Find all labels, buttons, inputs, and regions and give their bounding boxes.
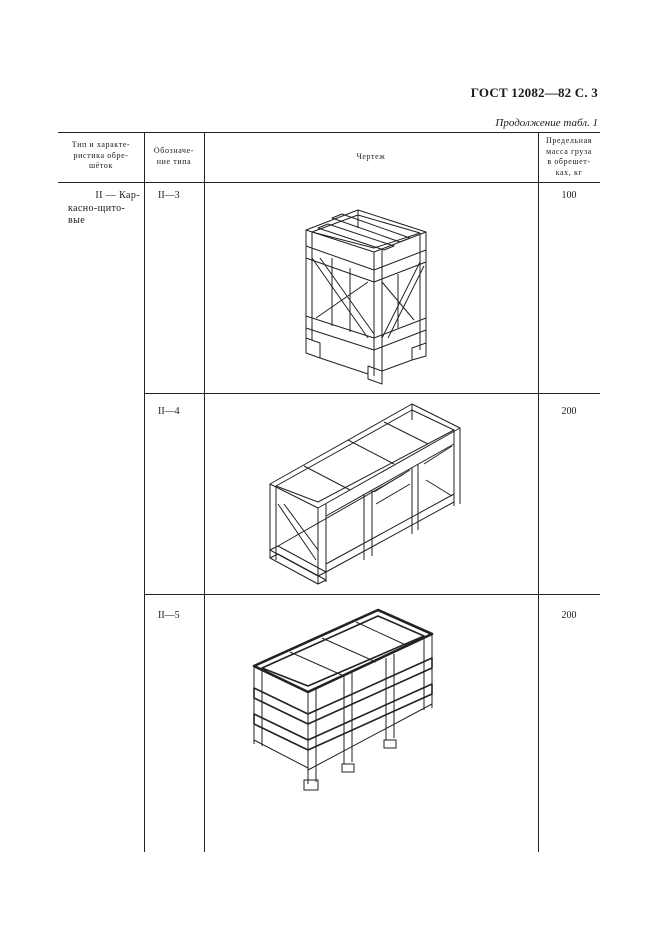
long-double-frame-crate-icon: [246, 604, 442, 794]
header-mass-line: ках, кг: [555, 167, 583, 177]
row-divider: [144, 594, 600, 595]
column-divider: [144, 132, 145, 852]
header-designation-line: Обозначе-: [153, 146, 195, 155]
designation-cell: II—4: [158, 406, 180, 417]
header-max-mass: [538, 136, 600, 178]
column-divider: [538, 132, 539, 852]
max-mass-cell: 100: [561, 190, 577, 201]
header-type-line: Тип и характе-: [71, 140, 131, 149]
max-mass-cell: 200: [561, 406, 577, 417]
header-designation: [144, 146, 204, 167]
table-continuation-label: Продолжение табл. 1: [495, 117, 598, 129]
header-mass-line: Предельная: [546, 136, 592, 145]
header-designation-line: ние типа: [156, 156, 192, 166]
crate-types-table: [58, 132, 600, 852]
header-standard: ГОСТ 12082—82 С. 3: [470, 85, 598, 100]
long-braced-crate-icon: [264, 400, 464, 590]
header-bottom-rule: [58, 182, 600, 183]
header-mass-line: в обрешет-: [547, 157, 591, 166]
group-label: [68, 190, 140, 228]
header-type-line: ристика обре-: [73, 150, 129, 160]
header-type: [58, 140, 144, 172]
group-label-line: касно-щито-: [68, 202, 126, 214]
header-mass-line: масса груза: [546, 146, 592, 156]
column-divider: [204, 132, 205, 852]
group-label-line: вые: [68, 215, 86, 226]
designation-cell: II—3: [158, 190, 180, 201]
table-top-rule: [58, 132, 600, 133]
row-divider: [144, 393, 600, 394]
max-mass-cell: 200: [561, 610, 577, 621]
designation-cell: II—5: [158, 610, 180, 621]
header-drawing: Чертеж: [356, 152, 386, 161]
group-label-line: II — Кар-: [95, 190, 140, 201]
tall-framed-crate-icon: [298, 188, 438, 388]
header-type-line: шёток: [89, 161, 113, 170]
